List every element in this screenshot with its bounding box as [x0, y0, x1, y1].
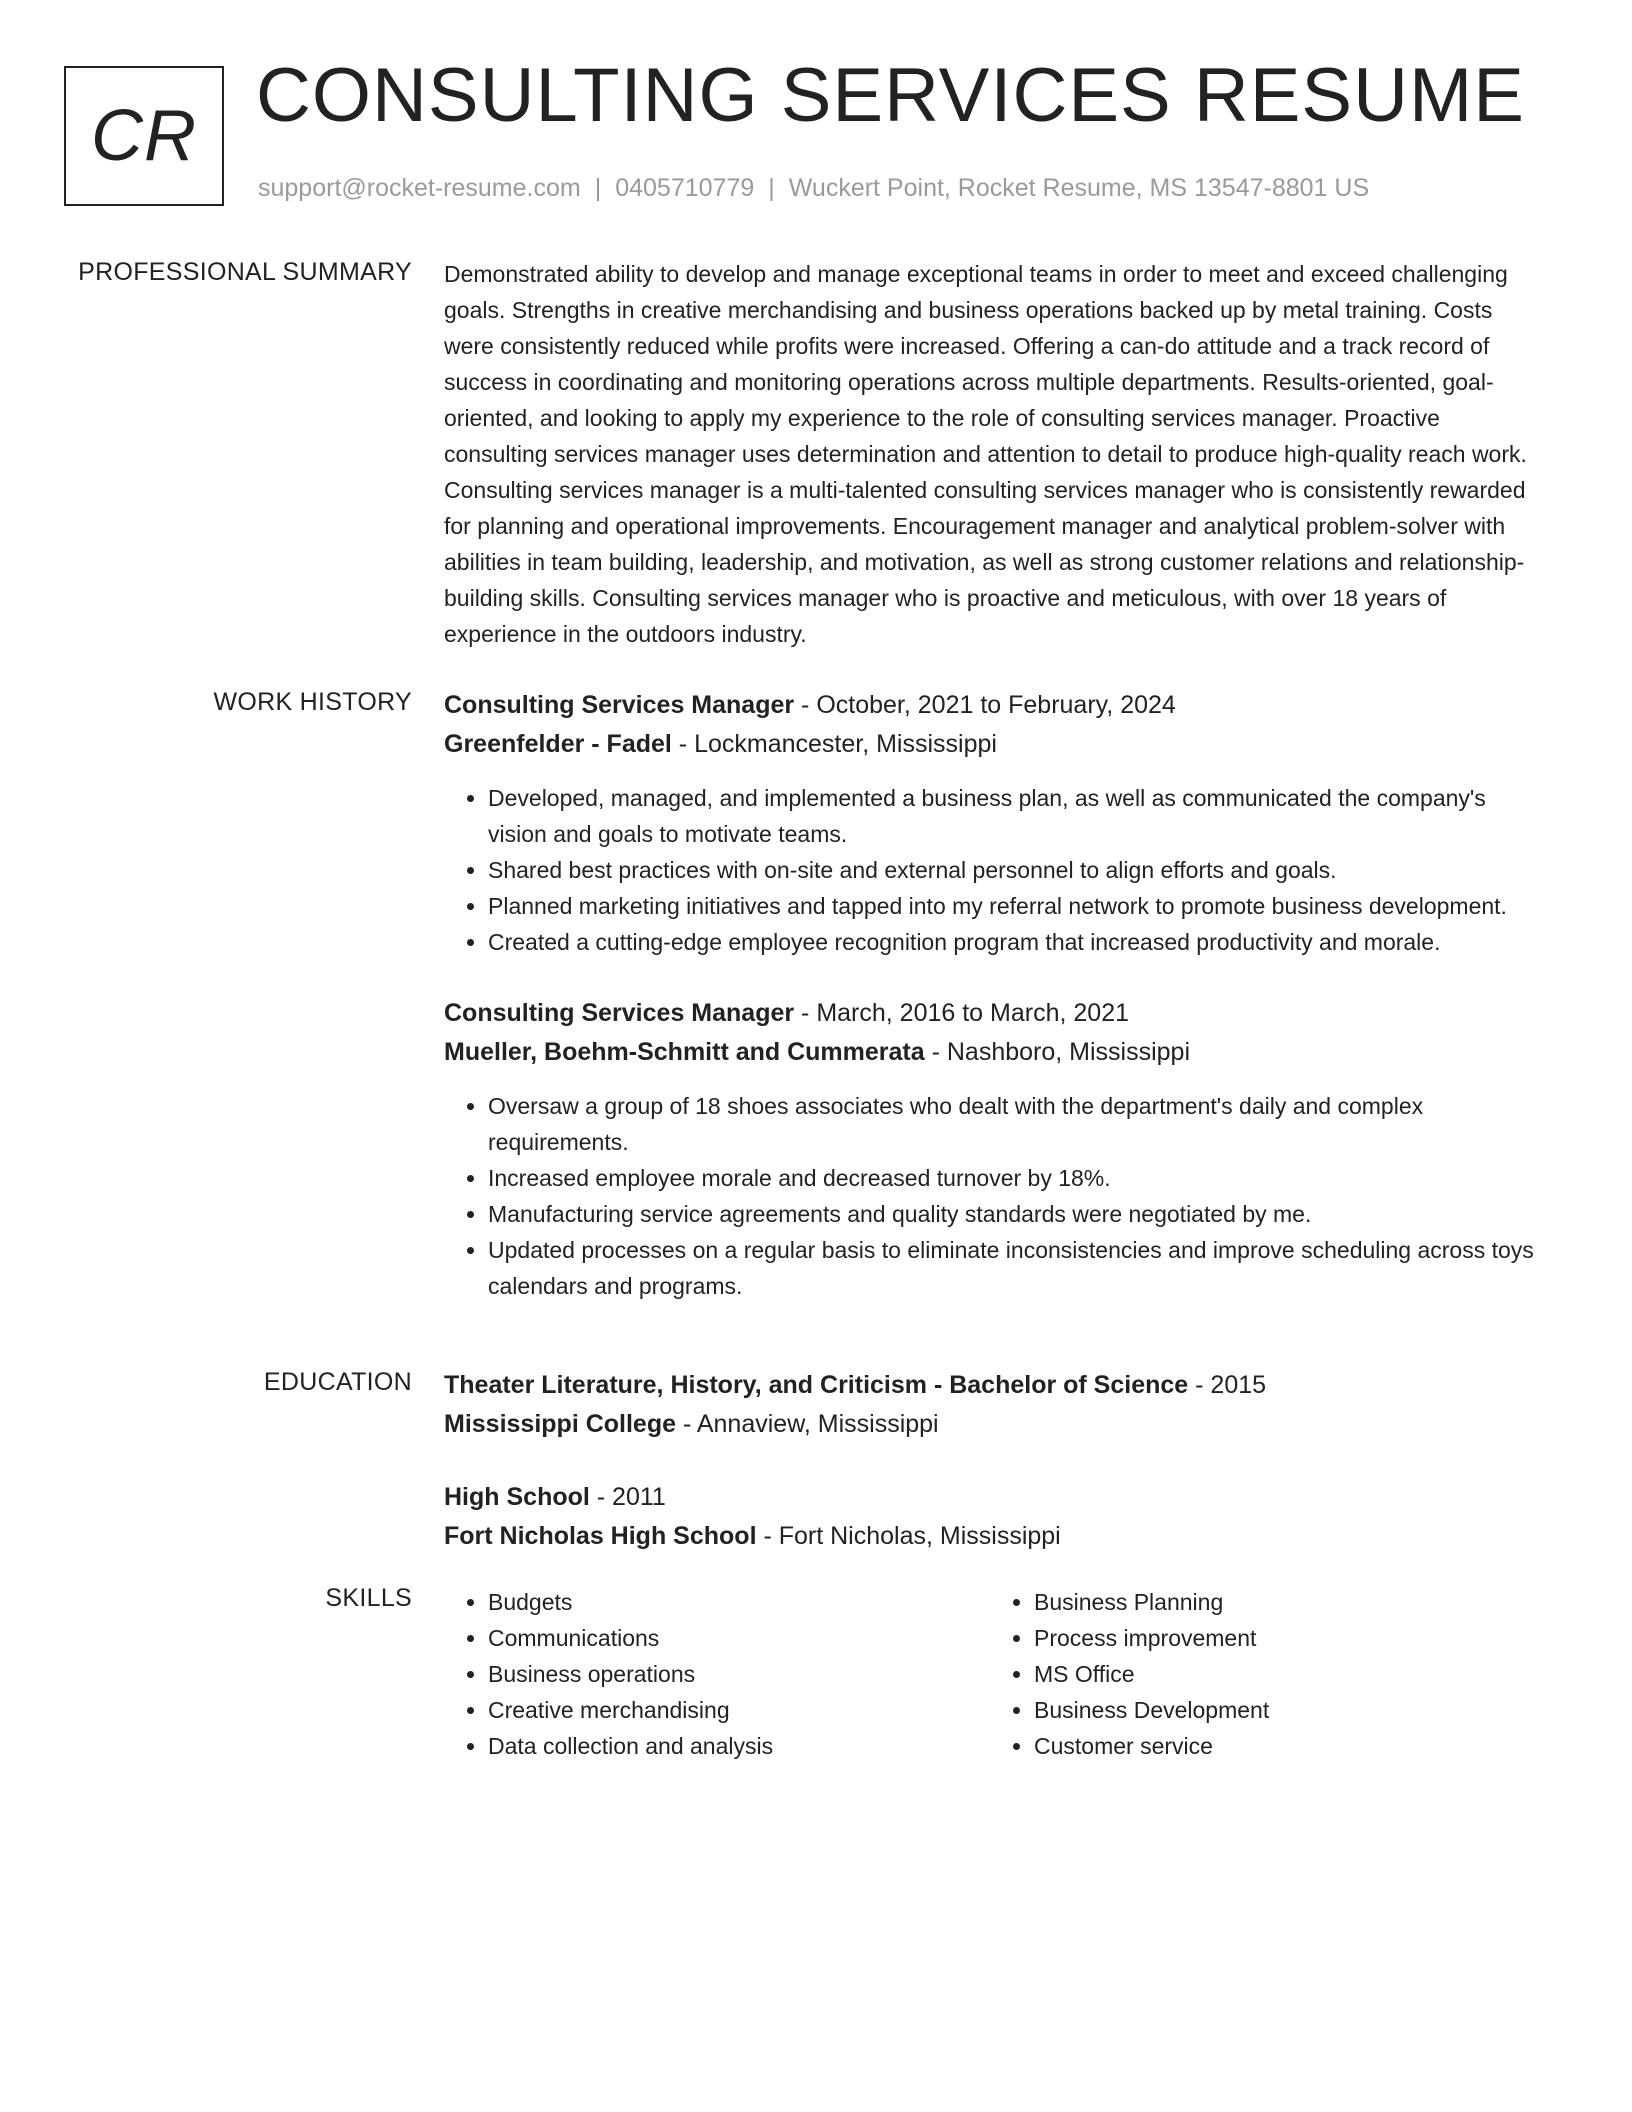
education-location: - Fort Nicholas, Mississippi — [756, 1522, 1061, 1550]
job-bullets — [444, 780, 1548, 960]
skills-body — [444, 1584, 1548, 1764]
summary-body — [444, 256, 1548, 652]
skills-list-left — [444, 1584, 988, 1764]
contact-address: Wuckert Point, Rocket Resume, MS 13547-8801 US — [788, 174, 1370, 202]
education-degree-line — [444, 1478, 1548, 1517]
education-year: - 2011 — [589, 1483, 666, 1511]
skills-list-right — [990, 1584, 1534, 1764]
contact-separator: | — [594, 174, 602, 202]
skill-item: • Business Development — [1034, 1692, 1534, 1728]
job-bullet: • Developed, managed, and implemented a business plan, as well as communicated the company's vision and goals to motivate teams. — [488, 780, 1548, 852]
skill-item: • Process improvement — [1034, 1620, 1534, 1656]
job-bullet: • Increased employee morale and decreased turnover by 18%. — [488, 1160, 1548, 1196]
job-bullet: • Planned marketing initiatives and tapped into my referral network to promote business development. — [488, 888, 1548, 924]
job-dates: - March, 2016 to March, 2021 — [794, 999, 1129, 1027]
work-history-body — [444, 686, 1548, 1338]
summary-text: Demonstrated ability to develop and manage exceptional teams in order to meet and exceed challenging goals. Strengths in creative merchandising and business operations backed up by metal training. Costs were consistently reduced while profits were increased. Offering a can-do attitude and a track record of success in coordinating and monitoring operations across multiple departments. Results-oriented, goal-oriented, and looking to apply my experience to the role of consulting services manager. Proactive consulting services manager uses determination and attention to detail to produce high-quality reach work. Consulting services manager is a multi-talented consulting services manager who is consistently rewarded for planning and operational improvements. Encouragement manager and analytical problem-solver with abilities in team building, leadership, and motivation, as well as strong customer relations and relationship-building skills. Consulting services manager who is proactive and meticulous, with over 18 years of experience in the outdoors industry. — [444, 261, 1527, 647]
job-bullet: • Oversaw a group of 18 shoes associates who dealt with the department's daily and complex requirements. — [488, 1088, 1548, 1160]
page-title: CONSULTING SERVICES RESUME — [256, 53, 1525, 138]
job-dates: - October, 2021 to February, 2024 — [794, 691, 1176, 719]
job-bullets — [444, 1088, 1548, 1304]
education-year: - 2015 — [1188, 1371, 1267, 1399]
skill-item: • Business operations — [488, 1656, 988, 1692]
skill-item: • Business Planning — [1034, 1584, 1534, 1620]
skill-item: • Communications — [488, 1620, 988, 1656]
skill-item: • Customer service — [1034, 1728, 1534, 1764]
job-bullet: • Manufacturing service agreements and quality standards were negotiated by me. — [488, 1196, 1548, 1232]
education-degree-line — [444, 1366, 1548, 1405]
contact-email[interactable]: support@rocket-resume.com — [258, 174, 581, 202]
job-title: Consulting Services Manager — [444, 999, 795, 1027]
section-label-education: EDUCATION — [263, 1368, 412, 1396]
job-company-line — [444, 1033, 1548, 1072]
contact-separator: | — [768, 174, 775, 202]
job-location: - Nashboro, Mississippi — [924, 1038, 1191, 1066]
job-entry — [444, 686, 1548, 960]
education-school: Mississippi College — [444, 1410, 677, 1438]
education-school-line — [444, 1405, 1548, 1444]
job-company-line — [444, 725, 1548, 764]
section-label-summary: PROFESSIONAL SUMMARY — [78, 258, 412, 286]
section-label-skills: SKILLS — [325, 1584, 412, 1612]
job-entry — [444, 994, 1548, 1304]
education-degree: High School — [444, 1483, 590, 1511]
job-location: - Lockmancester, Mississippi — [671, 730, 997, 758]
education-degree: Theater Literature, History, and Criticism - Bachelor of Science — [444, 1371, 1189, 1399]
contact-line — [258, 174, 1369, 203]
section-label-work-history: WORK HISTORY — [213, 688, 412, 716]
education-entry — [444, 1478, 1548, 1556]
education-body — [444, 1366, 1548, 1590]
skill-item: • Budgets — [488, 1584, 988, 1620]
education-school: Fort Nicholas High School — [444, 1522, 757, 1550]
skill-item: • Data collection and analysis — [488, 1728, 988, 1764]
education-location: - Annaview, Mississippi — [676, 1410, 939, 1438]
job-title: Consulting Services Manager — [444, 691, 795, 719]
job-title-line — [444, 994, 1548, 1033]
job-title-line — [444, 686, 1548, 725]
skill-item: • MS Office — [1034, 1656, 1534, 1692]
job-company: Mueller, Boehm-Schmitt and Cummerata — [444, 1038, 925, 1066]
skill-item: • Creative merchandising — [488, 1692, 988, 1728]
job-bullet: • Shared best practices with on-site and external personnel to align efforts and goals. — [488, 852, 1548, 888]
job-bullet: • Updated processes on a regular basis to eliminate inconsistencies and improve scheduling across toys calendars and programs. — [488, 1232, 1548, 1304]
education-entry — [444, 1366, 1548, 1444]
education-school-line — [444, 1517, 1548, 1556]
job-bullet: • Created a cutting-edge employee recognition program that increased productivity and morale. — [488, 924, 1548, 960]
monogram-logo: CR — [64, 66, 224, 206]
job-company: Greenfelder - Fadel — [444, 730, 672, 758]
contact-phone[interactable]: 0405710779 — [615, 174, 755, 202]
